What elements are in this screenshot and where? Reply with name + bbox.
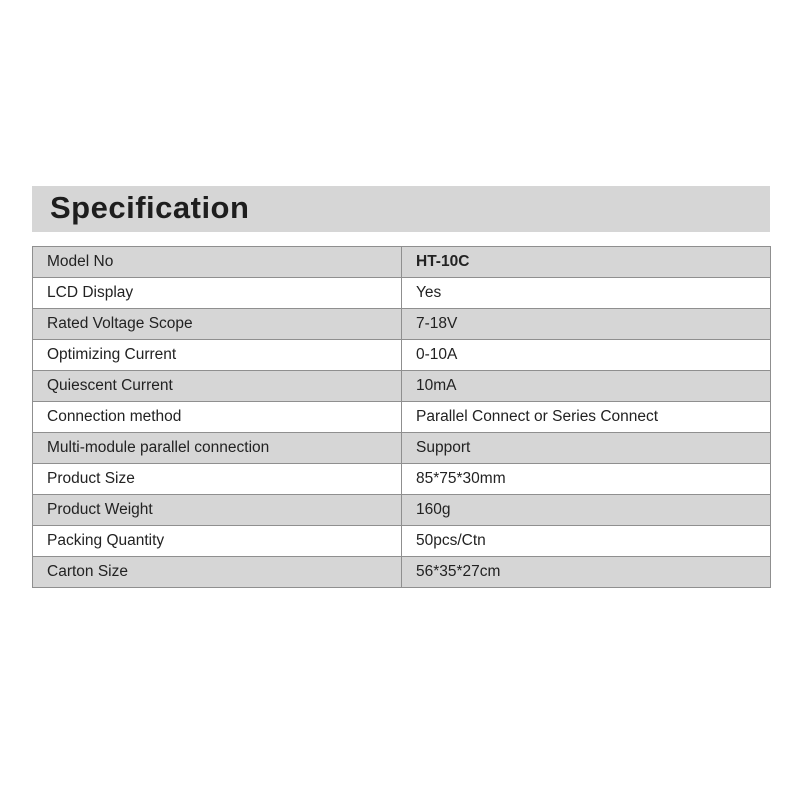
spec-label: Model No	[33, 247, 402, 278]
spec-label: Connection method	[33, 402, 402, 433]
spec-value: Support	[402, 433, 771, 464]
table-row	[33, 526, 771, 557]
spec-value: 85*75*30mm	[402, 464, 771, 495]
page-title: Specification	[50, 190, 250, 225]
spec-label: Rated Voltage Scope	[33, 309, 402, 340]
spec-label: Product Weight	[33, 495, 402, 526]
table-row	[33, 433, 771, 464]
table-row	[33, 340, 771, 371]
table-row	[33, 247, 771, 278]
table-row	[33, 495, 771, 526]
table-row	[33, 309, 771, 340]
title-bar	[32, 186, 770, 232]
spec-value: Parallel Connect or Series Connect	[402, 402, 771, 433]
table-row	[33, 402, 771, 433]
spec-value: 50pcs/Ctn	[402, 526, 771, 557]
spec-value: 160g	[402, 495, 771, 526]
table-row	[33, 371, 771, 402]
spec-table	[32, 246, 771, 588]
spec-value: 7-18V	[402, 309, 771, 340]
spec-label: Packing Quantity	[33, 526, 402, 557]
spec-value: 0-10A	[402, 340, 771, 371]
spec-label: Optimizing Current	[33, 340, 402, 371]
spec-label: Multi-module parallel connection	[33, 433, 402, 464]
table-row	[33, 278, 771, 309]
spec-value: 56*35*27cm	[402, 557, 771, 588]
spec-value: HT-10C	[402, 247, 771, 278]
spec-label: Product Size	[33, 464, 402, 495]
table-row	[33, 464, 771, 495]
spec-table-body	[33, 247, 771, 588]
spec-label: Carton Size	[33, 557, 402, 588]
spec-label: Quiescent Current	[33, 371, 402, 402]
table-row	[33, 557, 771, 588]
spec-value: 10mA	[402, 371, 771, 402]
spec-value: Yes	[402, 278, 771, 309]
spec-label: LCD Display	[33, 278, 402, 309]
